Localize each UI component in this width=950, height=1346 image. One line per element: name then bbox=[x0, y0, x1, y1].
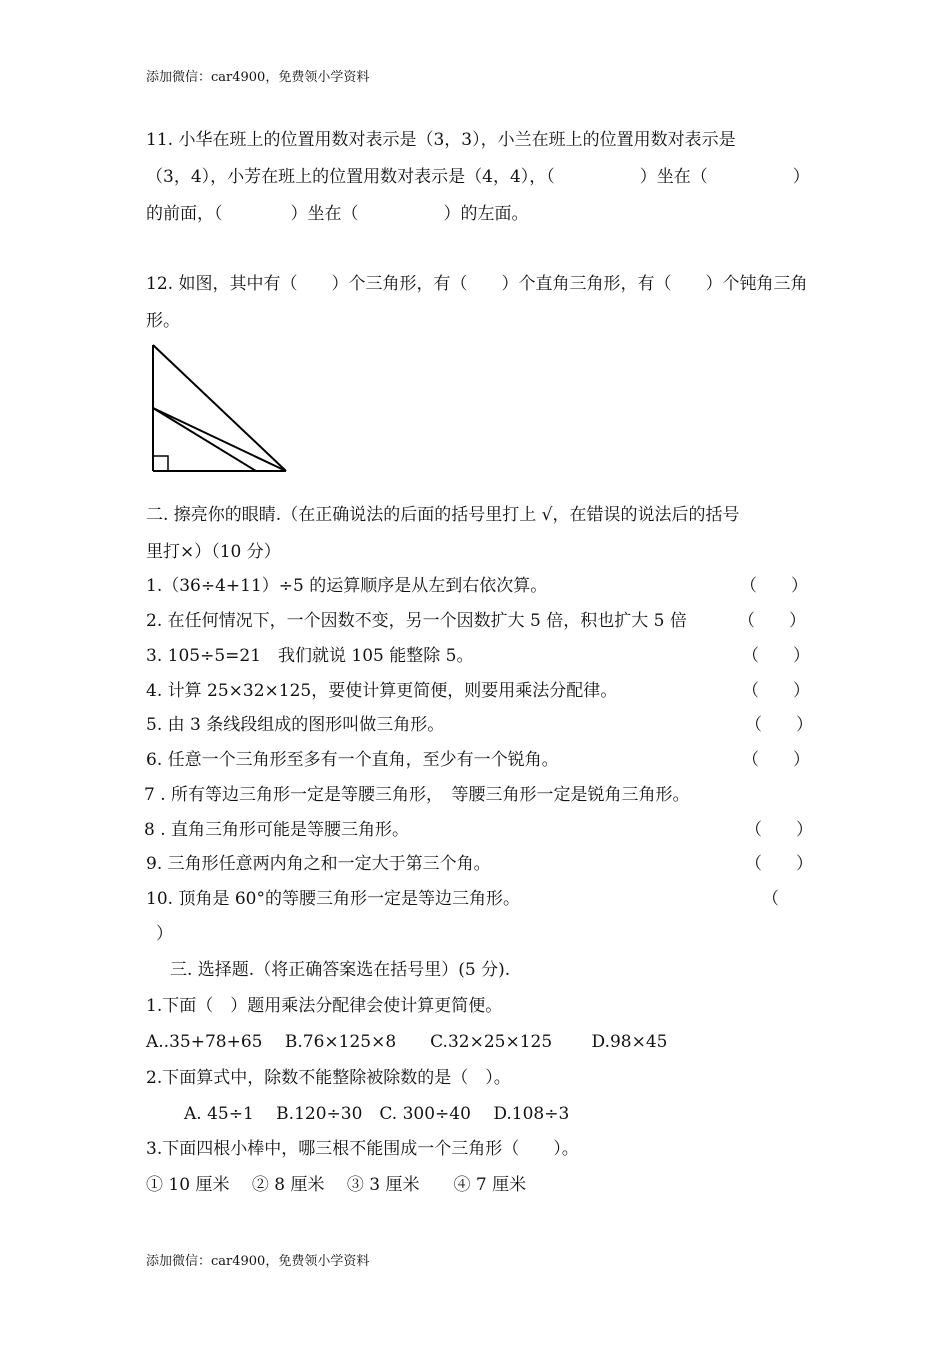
tf-bracket-1[interactable]: （ ） bbox=[740, 576, 808, 596]
tf-bracket-5[interactable]: （ ） bbox=[745, 715, 813, 735]
tf-bracket-4[interactable]: （ ） bbox=[742, 681, 810, 701]
page-header: 添加微信：car4900，免费领小学资料 bbox=[146, 70, 370, 85]
q11-line-1: 11. 小华在班上的位置用数对表示是（3，3），小兰在班上的位置用数对表示是 bbox=[146, 130, 736, 150]
tf-bracket-3[interactable]: （ ） bbox=[742, 646, 810, 666]
tf-bracket-10-close: ） bbox=[156, 924, 173, 944]
tf-item-4: 4. 计算 25×32×125，要使计算更简便，则要用乘法分配律。 bbox=[146, 681, 618, 701]
right-angle-mark bbox=[153, 456, 168, 471]
mc-q2-options: A. 45÷1 B.120÷30 C. 300÷40 D.108÷3 bbox=[184, 1104, 570, 1124]
tf-item-9: 9. 三角形任意两内角之和一定大于第三个角。 bbox=[146, 854, 491, 874]
tf-item-8: 8 . 直角三角形可能是等腰三角形。 bbox=[144, 820, 410, 840]
tf-item-10: 10. 顶角是 60°的等腰三角形一定是等边三角形。 bbox=[146, 889, 520, 909]
tf-item-3: 3. 105÷5=21 我们就说 105 能整除 5。 bbox=[146, 646, 474, 666]
tf-item-1: 1.（36÷4+11）÷5 的运算顺序是从左到右依次算。 bbox=[146, 576, 548, 596]
tf-bracket-9[interactable]: （ ） bbox=[745, 854, 813, 874]
mc-q2: 2.下面算式中，除数不能整除被除数的是（ ）。 bbox=[146, 1068, 511, 1088]
tf-item-6: 6. 任意一个三角形至多有一个直角，至少有一个锐角。 bbox=[146, 750, 559, 770]
mc-q1: 1.下面（ ）题用乘法分配律会使计算更简便。 bbox=[146, 996, 503, 1016]
q11-line-3: 的前面，（ ）坐在（ ）的左面。 bbox=[146, 204, 529, 224]
tf-item-5: 5. 由 3 条线段组成的图形叫做三角形。 bbox=[146, 715, 445, 735]
section2-title-2: 里打×）（10 分） bbox=[146, 542, 281, 562]
tf-bracket-8[interactable]: （ ） bbox=[745, 820, 813, 840]
mc-q3: 3.下面四根小棒中，哪三根不能围成一个三角形（ ）。 bbox=[146, 1139, 579, 1159]
q11-line-2: （3，4），小芳在班上的位置用数对表示是（4，4），（ ）坐在（ ） bbox=[146, 167, 810, 187]
tf-item-7: 7 . 所有等边三角形一定是等腰三角形， 等腰三角形一定是锐角三角形。 bbox=[144, 785, 690, 805]
tf-bracket-2[interactable]: （ ） bbox=[738, 611, 806, 631]
mc-q1-options: A..35+78+65 B.76×125×8 C.32×25×125 D.98×45 bbox=[146, 1032, 668, 1052]
page-footer: 添加微信：car4900，免费领小学资料 bbox=[146, 1254, 370, 1269]
section2-title-1: 二. 擦亮你的眼睛.（在正确说法的后面的括号里打上 √，在错误的说法后的括号 bbox=[146, 505, 740, 525]
tf-item-2: 2. 在任何情况下，一个因数不变，另一个因数扩大 5 倍，积也扩大 5 倍 bbox=[146, 611, 687, 631]
q12-line-1: 12. 如图，其中有（ ）个三角形，有（ ）个直角三角形，有（ ）个钝角三角 bbox=[146, 274, 808, 294]
hypotenuse bbox=[153, 345, 286, 471]
tf-bracket-6[interactable]: （ ） bbox=[742, 750, 810, 770]
q12-line-2: 形。 bbox=[146, 311, 180, 331]
mc-q3-options: ① 10 厘米 ② 8 厘米 ③ 3 厘米 ④ 7 厘米 bbox=[146, 1175, 527, 1195]
triangle-figure bbox=[140, 338, 300, 478]
tf-bracket-10-open[interactable]: （ bbox=[762, 889, 779, 909]
inner-line-1 bbox=[153, 408, 286, 471]
section3-title: 三. 选择题.（将正确答案选在括号里）(5 分). bbox=[170, 960, 511, 980]
